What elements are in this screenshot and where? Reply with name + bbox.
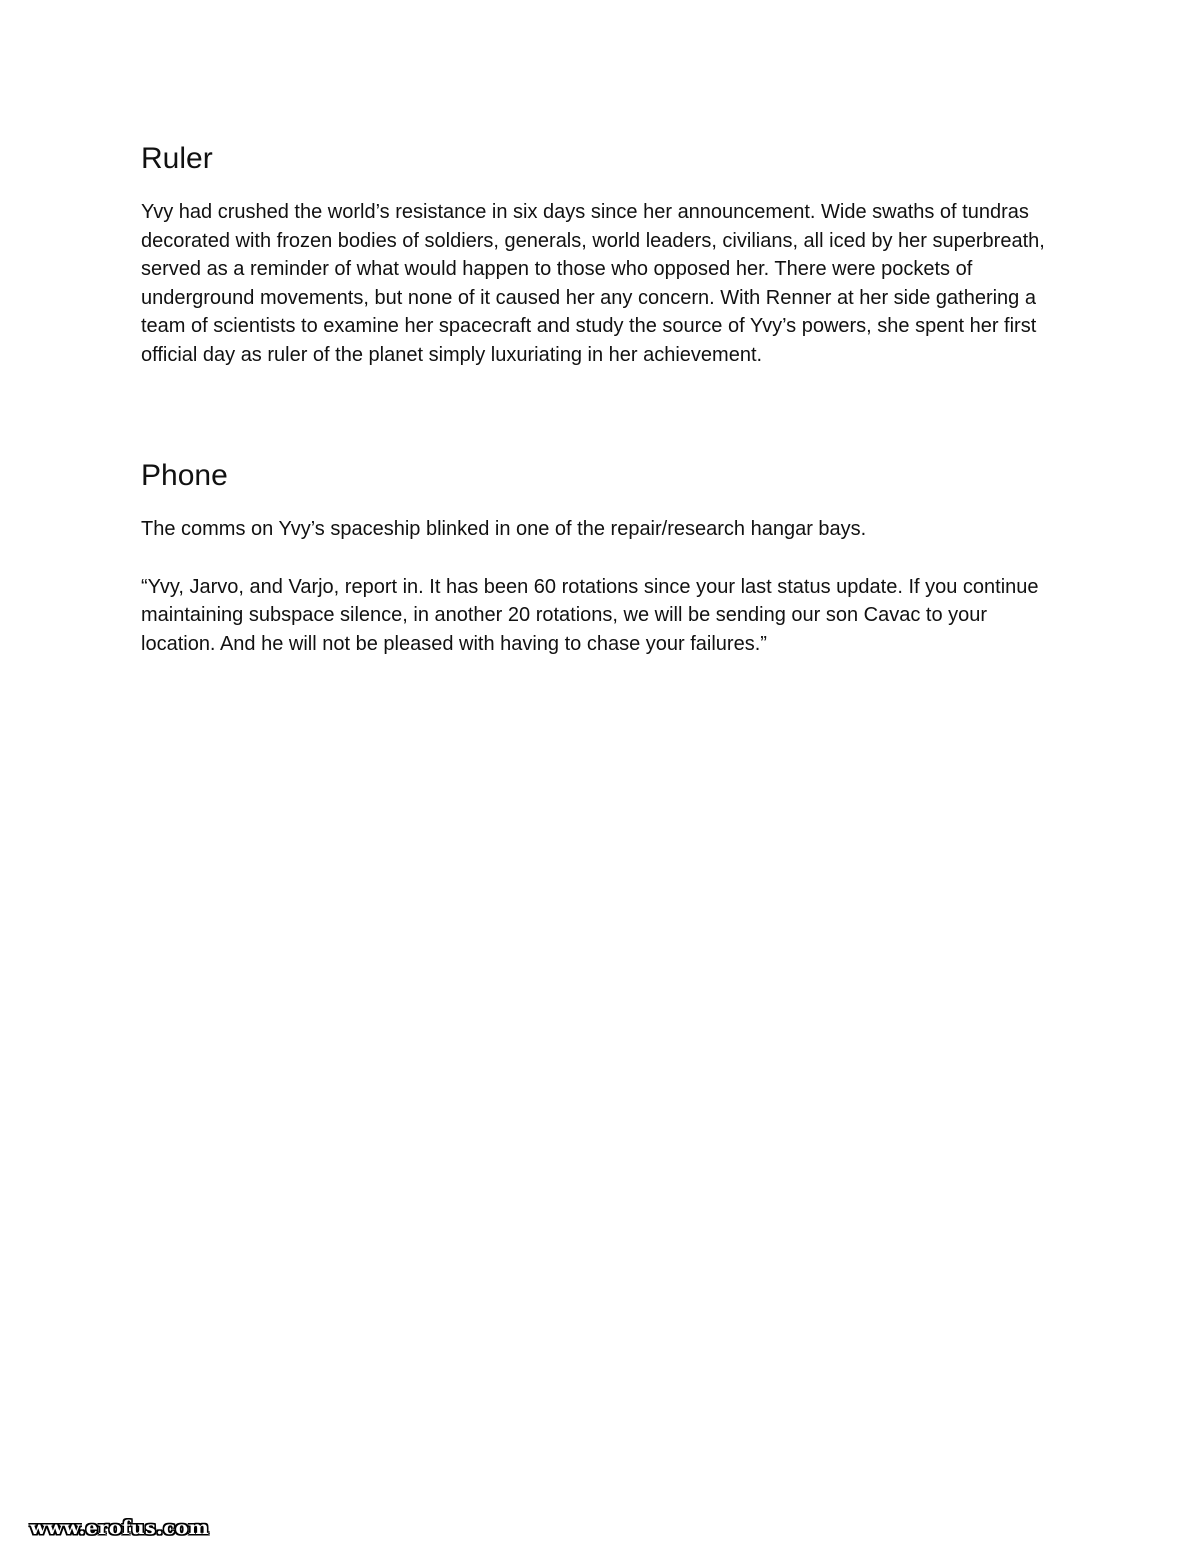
section-phone xyxy=(141,457,1061,687)
phone-paragraph-message: “Yvy, Jarvo, and Varjo, report in. It has been 60 rotations since your last status update. If you continue maintaining subspace silence, in another 20 rotations, we will be sending our son Cavac to your location. And he will not be pleased with having to chase your failures.” xyxy=(141,575,1039,655)
watermark: www.erofus.com xyxy=(30,1517,210,1539)
phone-paragraph-comms: The comms on Yvy’s spaceship blinked in one of the repair/research hangar bays. xyxy=(141,518,867,540)
section-heading-ruler: Ruler xyxy=(141,142,213,175)
section-ruler xyxy=(141,140,1061,399)
ruler-paragraph: Yvy had crushed the world’s resistance in six days since her announcement. Wide swaths of tundras decorated with frozen bodies of soldiers, generals, world leaders, civilians, all iced by her superbreath, served as a reminder of what would happen to those who opposed her. There were pockets of underground movements, but none of it caused her any concern. With Renner at her side gathering a team of scientists to examine her spacecraft and study the source of Yvy’s powers, she spent her first official day as ruler of the planet simply luxuriating in her achievement. xyxy=(141,201,1045,366)
section-heading-phone: Phone xyxy=(141,459,228,492)
